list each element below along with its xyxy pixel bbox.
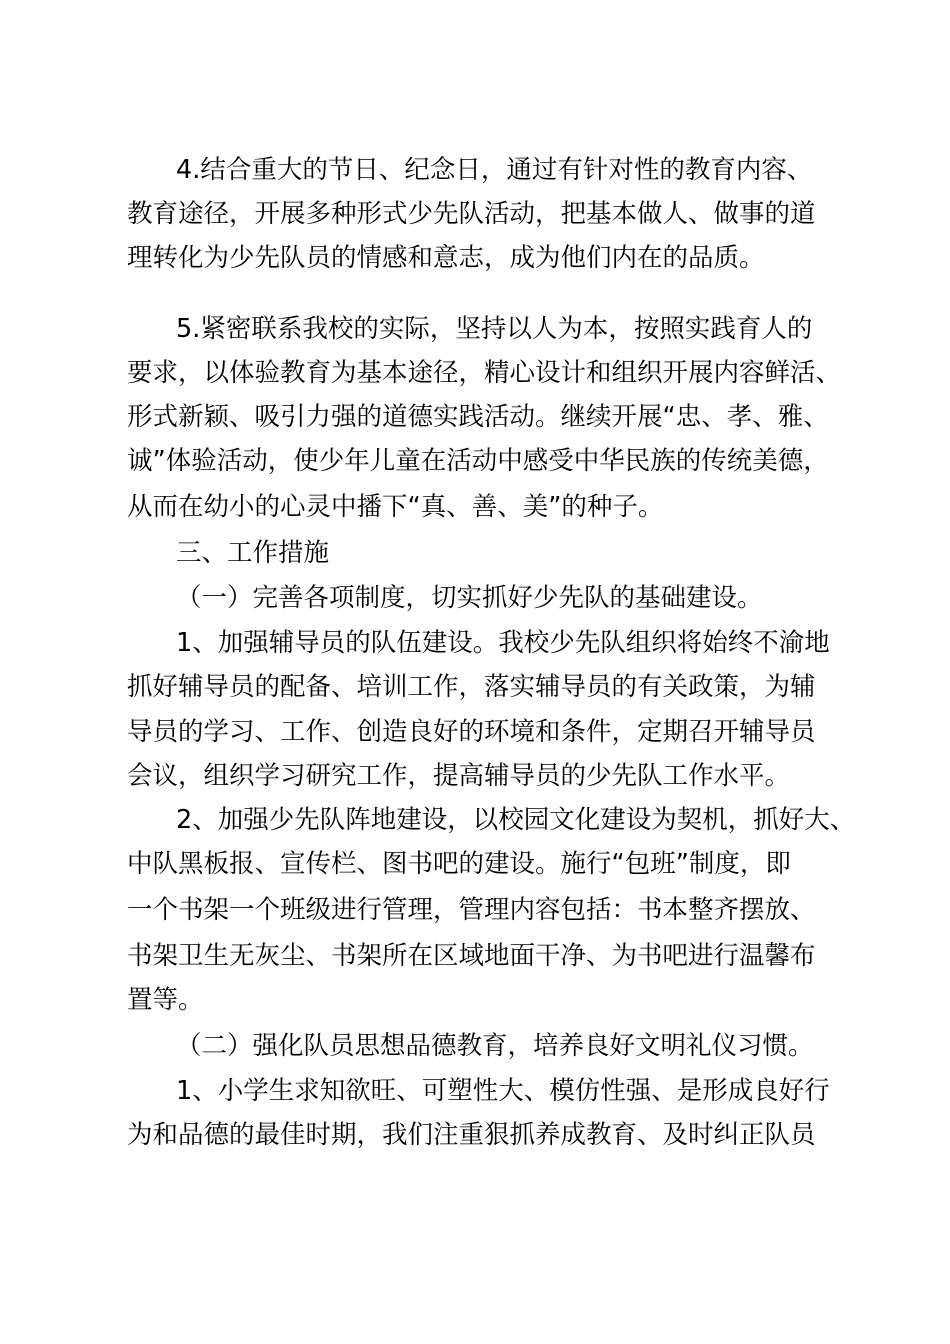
item-1-line-1: 1、加强辅导员的队伍建设。我校少先队组织将始终不渝地 — [176, 628, 830, 658]
paragraph-5-line-3: 形式新颖、吸引力强的道德实践活动。继续开展“忠、孝、雅、 — [127, 402, 829, 432]
item-3-line-1: 1、小学生求知欲旺、可塑性大、模仿性强、是形成良好行 — [176, 1076, 830, 1106]
paragraph-5-line-4: 诚”体验活动，使少年儿童在活动中感受中华民族的传统美德， — [127, 446, 829, 476]
paragraph-5-line-5: 从而在幼小的心灵中播下“真、善、美”的种子。 — [127, 492, 664, 522]
item-1-line-4: 会议，组织学习研究工作，提高辅导员的少先队工作水平。 — [127, 761, 791, 791]
paragraph-4-line-2: 教育途径，开展多种形式少先队活动，把基本做人、做事的道 — [127, 199, 816, 229]
subsection-heading-2: （二）强化队员思想品德教育，培养良好文明礼仪习惯。 — [176, 1031, 814, 1061]
item-1-line-3: 导员的学习、工作、创造良好的环境和条件，定期召开辅导员 — [127, 717, 816, 747]
item-2-line-2: 中队黑板报、宣传栏、图书吧的建设。施行“包班”制度，即 — [127, 849, 791, 879]
item-2-line-5: 置等。 — [127, 985, 204, 1015]
item-2-line-3: 一个书架一个班级进行管理，管理内容包括：书本整齐摆放、 — [127, 895, 816, 925]
paragraph-4-line-3: 理转化为少先队员的情感和意志，成为他们内在的品质。 — [127, 243, 765, 273]
item-3-line-2: 为和品德的最佳时期，我们注重狠抓养成教育、及时纠正队员 — [127, 1120, 816, 1150]
section-heading: 三、工作措施 — [176, 538, 330, 568]
paragraph-5-line-2: 要求，以体验教育为基本途径，精心设计和组织开展内容鲜活、 — [127, 358, 842, 388]
subsection-heading-1: （一）完善各项制度，切实抓好少先队的基础建设。 — [176, 583, 763, 613]
item-2-line-1: 2、加强少先队阵地建设，以校园文化建设为契机，抓好大、 — [176, 805, 856, 835]
paragraph-5-line-1: 5.紧密联系我校的实际，坚持以人为本，按照实践育人的 — [176, 314, 813, 344]
item-1-line-2: 抓好辅导员的配备、培训工作，落实辅导员的有关政策，为辅 — [127, 672, 816, 702]
paragraph-4-line-1: 4.结合重大的节日、纪念日，通过有针对性的教育内容、 — [176, 155, 813, 185]
item-2-line-4: 书架卫生无灰尘、书架所在区域地面干净、为书吧进行温馨布 — [127, 941, 816, 971]
